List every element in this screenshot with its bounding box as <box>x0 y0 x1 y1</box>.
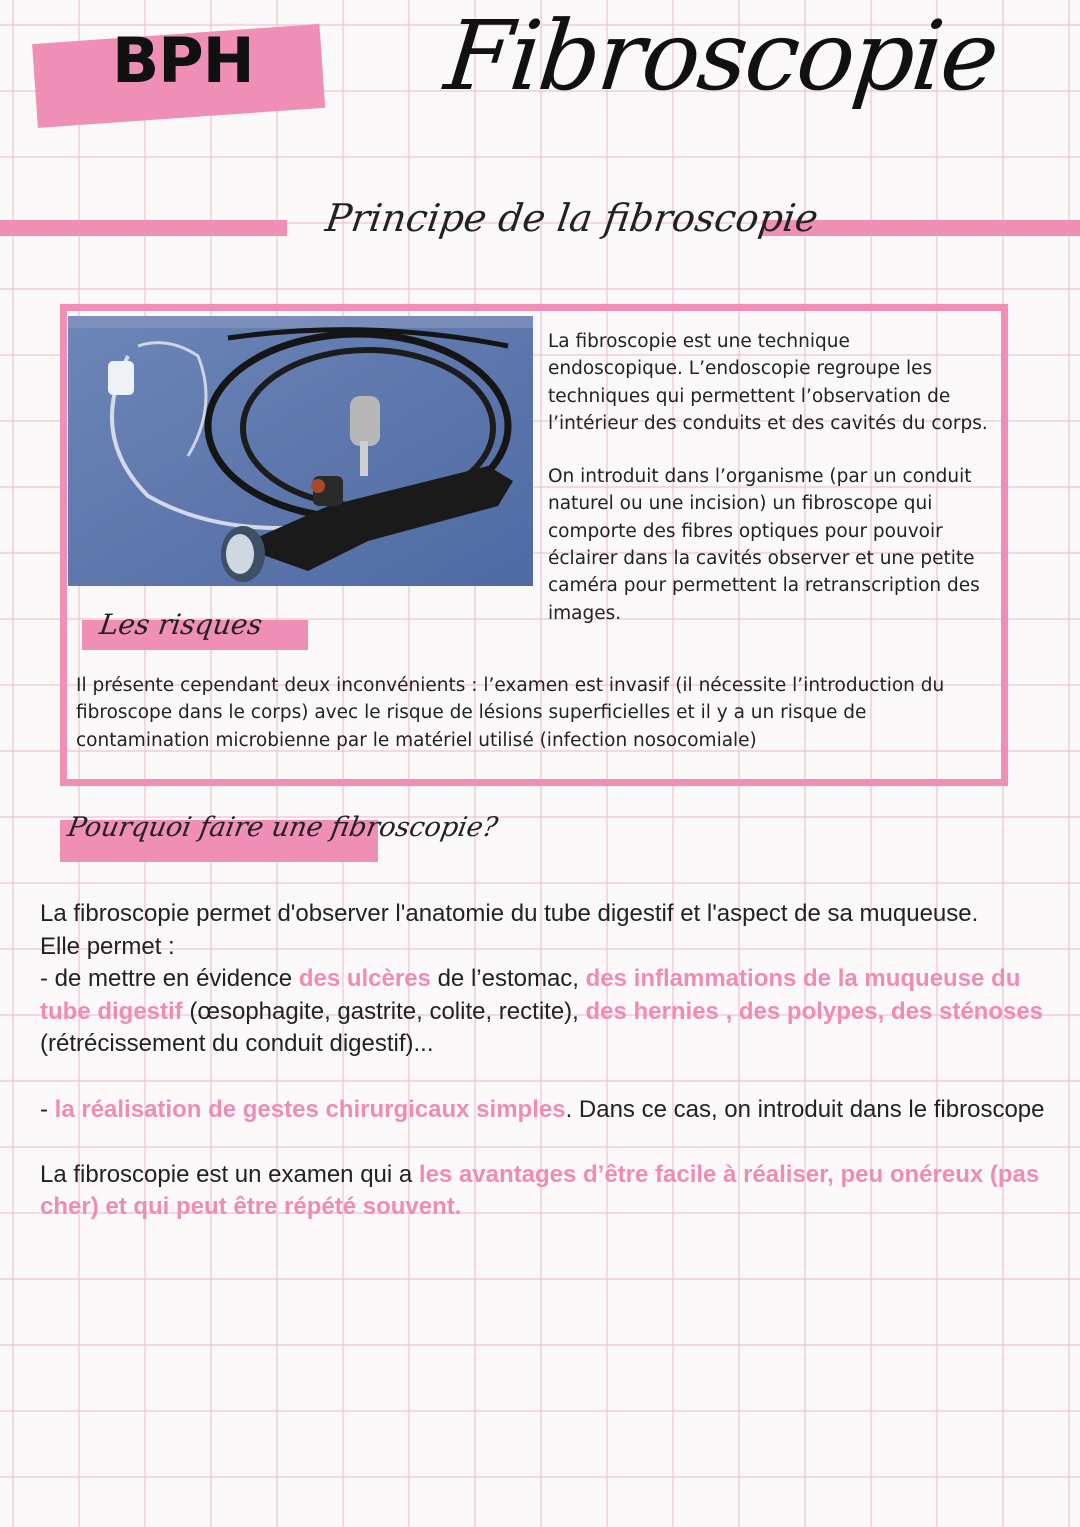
item1-mid1: de l’estomac, <box>430 965 586 993</box>
fibroscope-photo <box>68 316 533 586</box>
fibroscope-illustration <box>68 316 533 586</box>
risks-text: Il présente cependant deux inconvénients : l’examen est invasif (il nécessite l’introduction du fibroscope dans le corps) avec le risque de lésions superficielles et il y a un risque de contamination microbienne par le matériel utilisé (infection nosocomiale) <box>76 675 945 751</box>
principle-paragraph-2: On introduit dans l’organisme (par un conduit naturel ou une incision) un fibroscope qui comporte des fibres optiques pour pouvoir éclairer dans la cavités observer et une petite caméra pour permettent la retranscription des images. <box>548 466 980 624</box>
page-title: Fibroscopie <box>440 0 1003 112</box>
subject-tag: BPH <box>112 24 254 97</box>
item1-mid2: (œsophagite, gastrite, colite, rectite), <box>182 997 586 1025</box>
highlight-avantages: les avantages d’être facile à réaliser, peu onéreux (pas cher) et qui peut être répété souvent. <box>40 1160 1040 1221</box>
section-title-principle: Principe de la fibroscopie <box>322 196 821 240</box>
highlight-hernies-polypes-stenoses: des hernies , des polypes, des sténoses <box>585 997 1044 1025</box>
item2-prefix: - <box>40 1095 55 1123</box>
why-heading: Pourquoi faire une fibroscopie? <box>65 812 501 843</box>
conclusion-prefix: La fibroscopie est un examen qui a <box>40 1160 419 1188</box>
principle-description <box>548 328 988 653</box>
intro-line-1: La fibroscopie permet d'observer l'anatomie du tube digestif et l'aspect de sa muqueuse. <box>40 900 979 927</box>
item1-prefix: - de mettre en évidence <box>40 965 299 993</box>
why-intro <box>40 898 1055 1061</box>
principle-paragraph-1: La fibroscopie est une technique endoscopique. L’endoscopie regroupe les techniques qui permettent l’observation de l’intérieur des conduits et des cavités du corps. <box>548 331 988 434</box>
why-item-2 <box>40 1094 1055 1127</box>
item2-suffix: . Dans ce cas, on introduit dans le fibroscope <box>565 1095 1045 1123</box>
risks-heading: Les risques <box>97 608 265 641</box>
highlight-ulcers: des ulcères <box>298 965 431 993</box>
why-body <box>40 898 1055 1257</box>
highlight-gestes: la réalisation de gestes chirurgicaux simples <box>54 1095 566 1123</box>
intro-line-2: Elle permet : <box>40 932 175 960</box>
highlight-inflammations: des inflammations de la muqueuse du tube digestif <box>40 965 1021 1025</box>
item1-suffix: (rétrécissement du conduit digestif)... <box>40 1030 434 1058</box>
why-conclusion <box>40 1159 1055 1224</box>
section-rule-left <box>0 220 287 236</box>
